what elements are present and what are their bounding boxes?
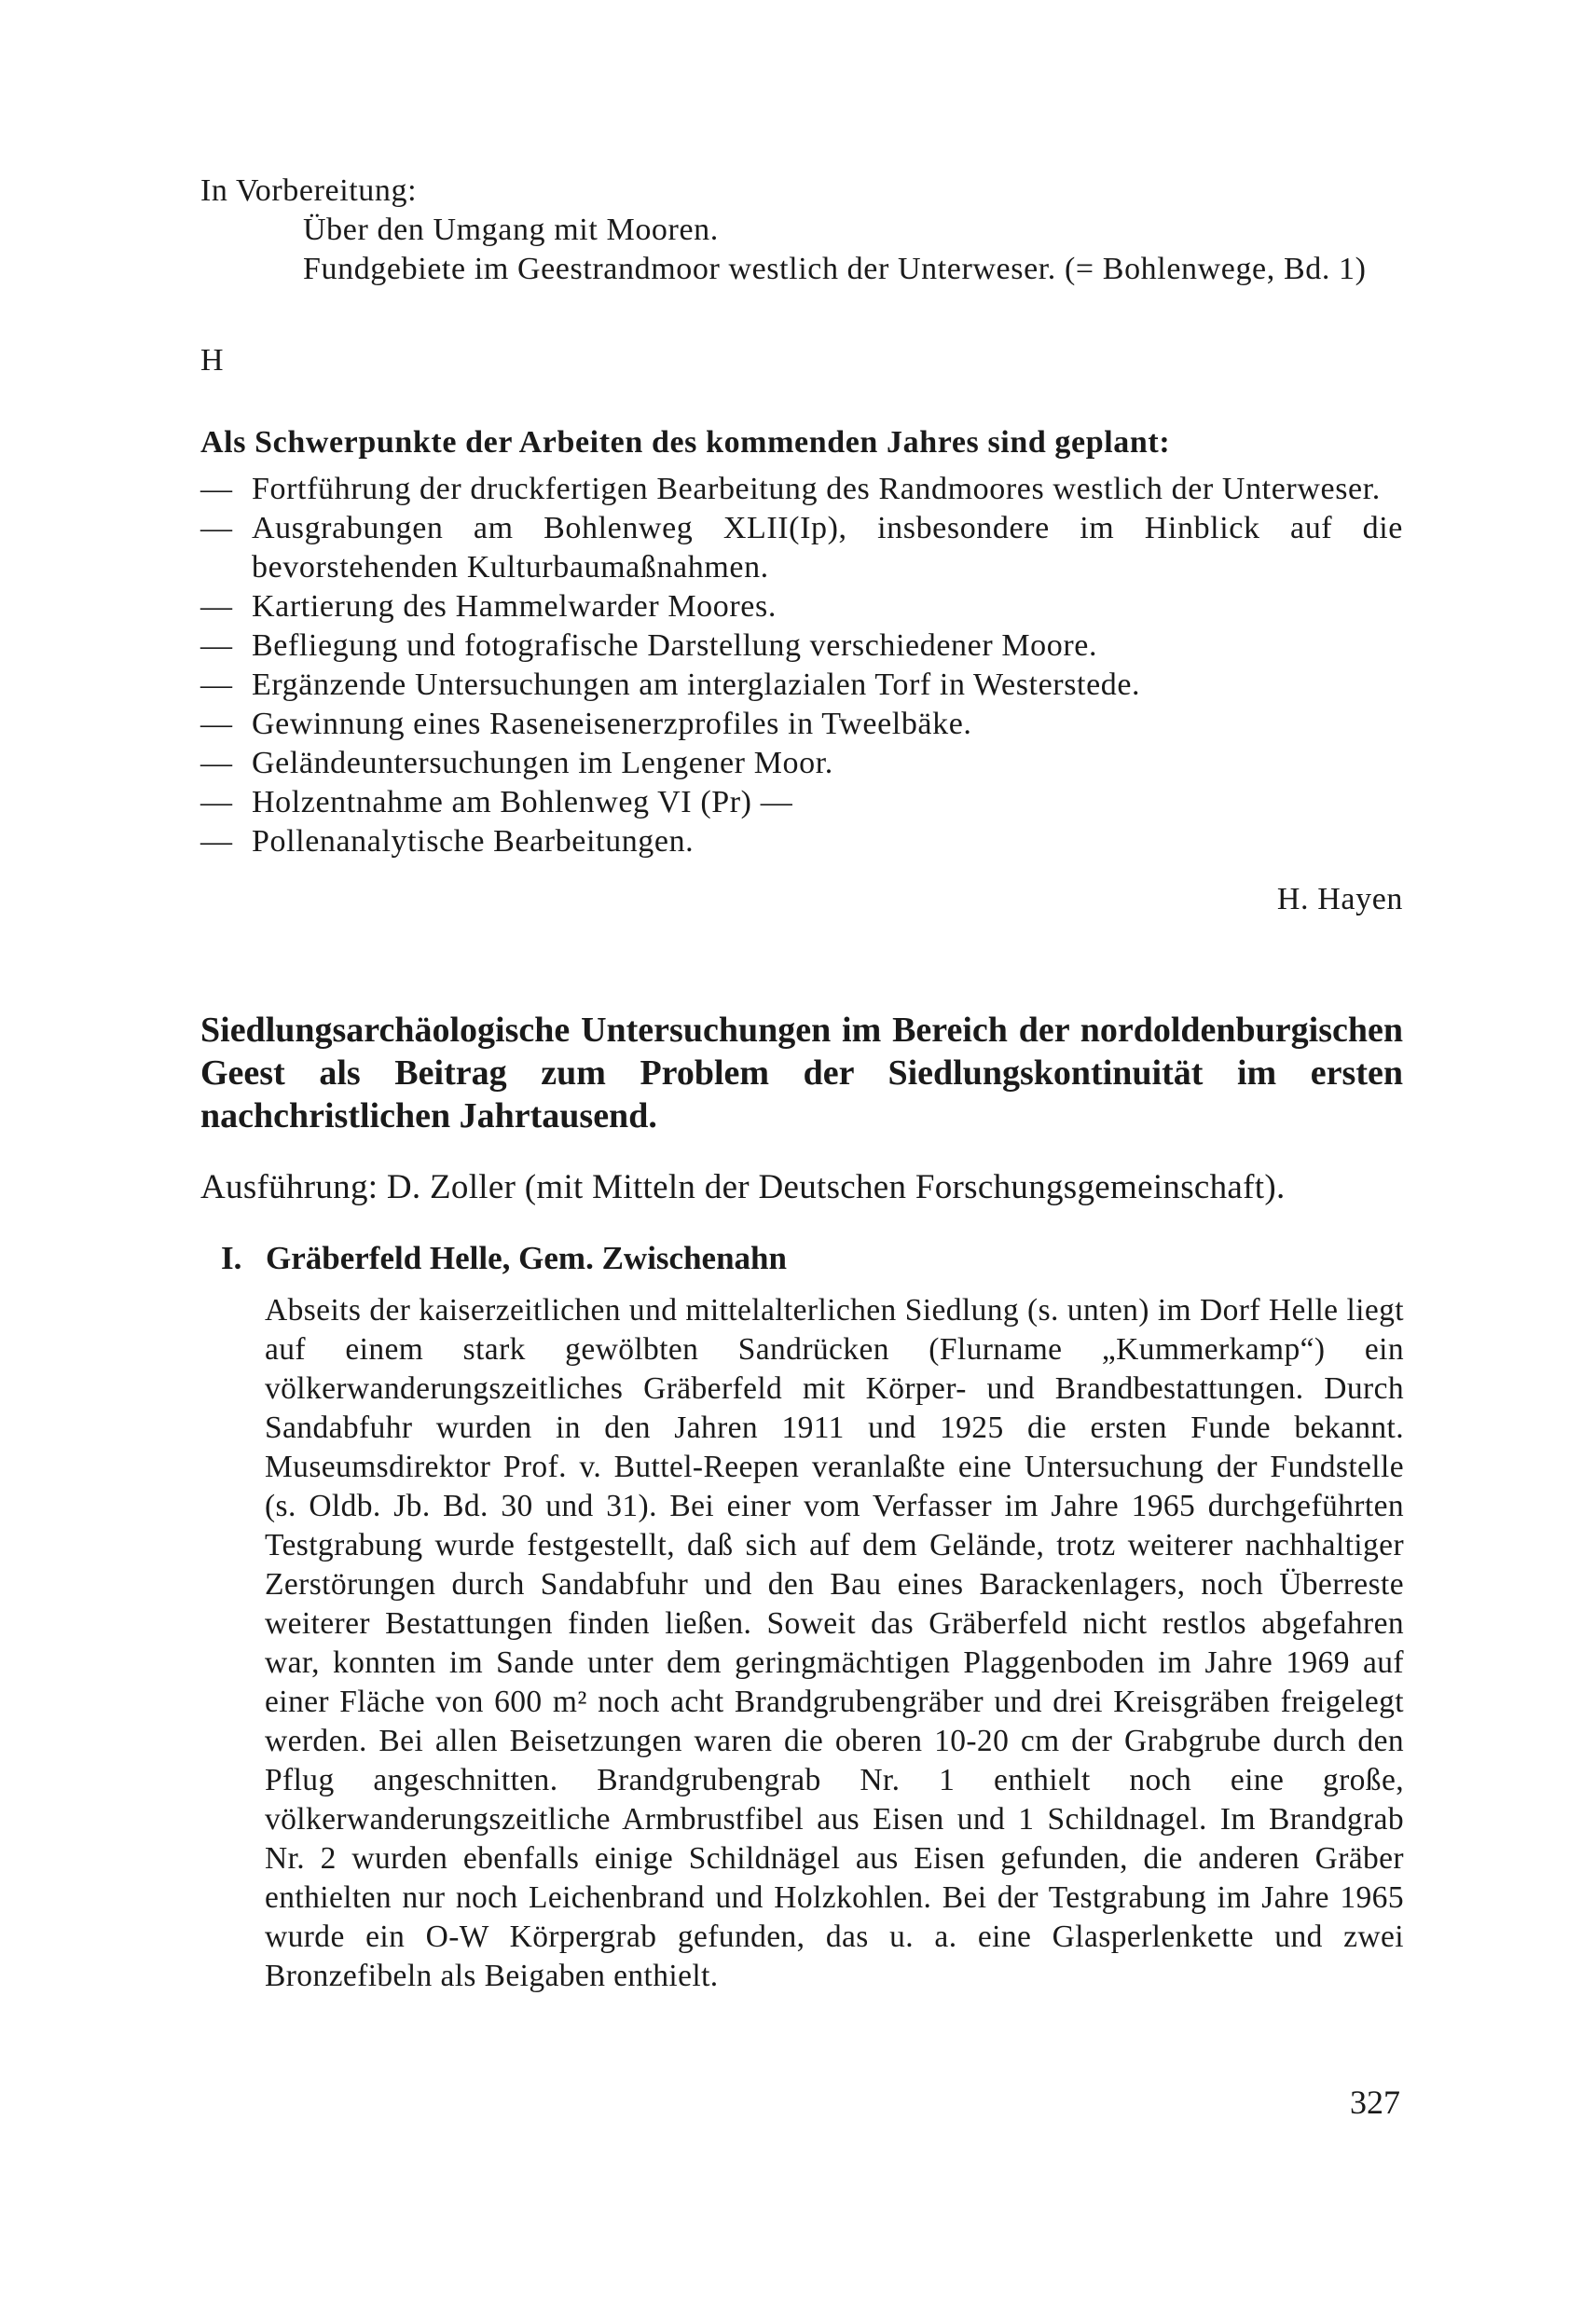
preparation-label: In Vorbereitung: <box>200 173 418 208</box>
plan-item <box>200 822 1403 861</box>
plan-item-text: Befliegung und fotografische Darstellung verschiedener Moore. <box>252 628 1098 663</box>
plans-heading: Als Schwerpunkte der Arbeiten des kommenden Jahres sind geplant: <box>200 425 1171 460</box>
list-dash: — <box>200 785 233 819</box>
preparation-item: Fundgebiete im Geestrandmoor westlich der Unterweser. (= Bohlenwege, Bd. 1) <box>303 252 1367 286</box>
subsection-title: Gräberfeld Helle, Gem. Zwischenahn <box>266 1240 787 1276</box>
plan-item-text: Pollenanalytische Bearbeitungen. <box>252 824 695 859</box>
preparation-item: Über den Umgang mit Mooren. <box>303 213 719 247</box>
list-dash: — <box>200 472 233 506</box>
page-number: 327 <box>1350 2084 1400 2121</box>
list-dash: — <box>200 628 233 663</box>
plan-item <box>200 626 1403 666</box>
plan-item-text: Gewinnung eines Raseneisenerzprofiles in Tweelbäke. <box>252 707 972 741</box>
list-dash: — <box>200 589 233 624</box>
plan-item <box>200 470 1403 509</box>
author-signature: H. Hayen <box>1276 882 1403 916</box>
plan-item-text: Ausgrabungen am Bohlenweg XLII(Ip), insbesondere im Hinblick auf die bevorstehenden Kulturbaumaßnahmen. <box>252 511 1403 585</box>
subsection-heading <box>221 1240 1424 1277</box>
list-dash: — <box>200 667 233 702</box>
section-letter: H <box>200 343 225 378</box>
plan-item <box>200 509 1403 587</box>
plan-item-text: Ergänzende Untersuchungen am interglazialen Torf in Westerstede. <box>252 667 1141 702</box>
list-dash: — <box>200 511 233 545</box>
plan-item-text: Fortführung der druckfertigen Bearbeitung des Randmoores westlich der Unterweser. <box>252 472 1381 506</box>
plan-item-text: Holzentnahme am Bohlenweg VI (Pr) — <box>252 785 793 819</box>
plan-item <box>200 744 1403 783</box>
execution-line: Ausführung: D. Zoller (mit Mitteln der Deutschen Forschungsgemeinschaft). <box>200 1168 1286 1206</box>
plan-item-text: Kartierung des Hammelwarder Moores. <box>252 589 777 624</box>
plans-list <box>200 470 1403 861</box>
plan-item <box>200 705 1403 744</box>
preparation-block <box>200 172 1403 289</box>
plan-item <box>200 587 1403 626</box>
list-dash: — <box>200 746 233 780</box>
section-title: Siedlungsarchäologische Untersuchungen im Bereich der nordoldenburgischen Geest als Beitrag zum Problem der Siedlungskontinuität im ersten nachchristlichen Jahrtausend. <box>200 1011 1403 1135</box>
list-dash: — <box>200 707 233 741</box>
plan-item <box>200 783 1403 822</box>
subsection-number: I. <box>221 1240 242 1276</box>
body-paragraph: Abseits der kaiserzeitlichen und mittelalterlichen Siedlung (s. unten) im Dorf Helle liegt auf einem stark gewölbten Sandrücken (Flurname „Kummerkamp“) ein völkerwanderungszeitliches Gräberfeld mit Körper- und Brandbestattungen. Durch Sandabfuhr wurden in den Jahren 1911 und 1925 die ersten Funde bekannt. Museumsdirektor Prof. v. Buttel-Reepen veranlaßte eine Untersuchung der Fundstelle (s. Oldb. Jb. Bd. 30 und 31). Bei einer vom Verfasser im Jahre 1965 durchgeführten Testgrabung wurde festgestellt, daß sich auf dem Gelände, trotz weiterer nachhaltiger Zerstörungen durch Sandabfuhr und den Bau eines Barackenlagers, noch Überreste weiterer Bestattungen finden ließen. Soweit das Gräberfeld nicht restlos abgefahren war, konnten im Sande unter dem geringmächtigen Plaggenboden im Jahre 1969 auf einer Fläche von 600 m² noch acht Brandgrubengräber und drei Kreisgräben freigelegt werden. Bei allen Beisetzungen waren die oberen 10-20 cm der Grabgrube durch den Pflug angeschnitten. Brandgrubengrab Nr. 1 enthielt noch eine große, völkerwanderungszeitliche Armbrustfibel aus Eisen und 1 Schildnagel. Im Brandgrab Nr. 2 wurden ebenfalls einige Schildnägel aus Eisen gefunden, die anderen Gräber enthielten nur noch Leichenbrand und Holzkohlen. Bei der Testgrabung im Jahre 1965 wurde ein O-W Körpergrab gefunden, das u. a. eine Glasperlenkette und zwei Bronzefibeln als Beigaben enthielt. <box>265 1293 1404 1993</box>
plan-item <box>200 666 1403 705</box>
list-dash: — <box>200 824 233 859</box>
plan-item-text: Geländeuntersuchungen im Lengener Moor. <box>252 746 833 780</box>
